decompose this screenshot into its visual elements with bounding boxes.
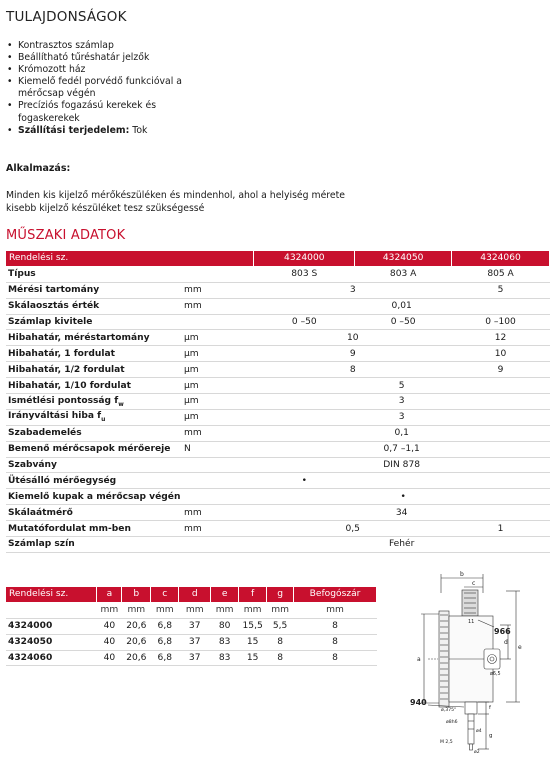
spec-row-label-text: Ismétlési pontosság f: [8, 395, 119, 406]
spec-row-value: [254, 489, 355, 505]
dim-m25-label: M 2,5: [440, 740, 453, 745]
spec-row-value: 0,01: [254, 298, 550, 314]
spec-row-unit: mm: [184, 425, 254, 441]
spec-row-label-sub: w: [118, 400, 124, 408]
spec-row-value: 0,1: [254, 425, 550, 441]
spec-row-value: 0 –50: [355, 314, 452, 330]
spec-row-label: [6, 378, 184, 394]
spec-row-value: 3: [254, 282, 452, 298]
feature-item-bold: Szállítási terjedelem:: [18, 124, 130, 136]
spec-row-label: [6, 362, 184, 378]
application-text: Minden kis kijelző mérőkészüléken és mindenhol, ahol a helyiség mérete kisebb kijelző készüléket tesz szükségessé: [6, 190, 345, 214]
spec-row: [6, 346, 550, 362]
dims-row-value: 6,8: [151, 618, 179, 634]
spec-row-unit: µm: [184, 378, 254, 394]
spec-row-unit: N: [184, 441, 254, 457]
spec-row-label-text: Kiemelő kupak a mérőcsap végén: [8, 491, 181, 502]
spec-row-value: 34: [254, 505, 550, 521]
spec-row-label-text: Irányváltási hiba f: [8, 411, 102, 422]
dims-header-cell: c: [151, 587, 179, 602]
spec-row-unit: mm: [184, 521, 254, 537]
spec-row-value: •: [254, 473, 355, 489]
dims-unit-cell: mm: [97, 602, 122, 618]
spec-header-code: 4324050: [355, 251, 452, 266]
spec-row: [6, 473, 550, 489]
spec-row-value: 9: [452, 362, 550, 378]
spec-row: [6, 521, 550, 537]
spec-row-value: 0 –100: [452, 314, 550, 330]
spec-row: [6, 441, 550, 457]
spec-row-unit: [184, 537, 254, 553]
spec-row-value: 3: [254, 409, 550, 425]
spec-header-code: 4324000: [254, 251, 355, 266]
dim-phi375-label: ø,375": [441, 708, 457, 713]
spec-row-label: [6, 330, 184, 346]
dims-row-value: 20,6: [122, 618, 151, 634]
application-title: Alkalmazás:: [6, 163, 71, 174]
spec-row-label: [6, 314, 184, 330]
dims-row: [6, 634, 377, 650]
dim-phi4-label: ø4: [476, 729, 482, 734]
dims-row-code: 4324000: [6, 618, 97, 634]
spec-row: [6, 457, 550, 473]
dim-phi8h6-label: ø8h6: [446, 720, 458, 725]
spec-row-unit: µm: [184, 394, 254, 410]
dims-row-value: 15: [239, 650, 267, 666]
spec-row-label-text: Hibahatár, 1/10 fordulat: [8, 380, 131, 391]
spec-row-label-text: Szabademelés: [8, 428, 82, 439]
spec-row-label: [6, 441, 184, 457]
dim-11-label: 11: [468, 619, 475, 625]
dims-header-cell: d: [179, 587, 211, 602]
dims-row-value: 37: [179, 618, 211, 634]
spec-row-value: 5: [254, 378, 550, 394]
spec-row-value: [452, 489, 550, 505]
dim-e-label: e: [518, 644, 522, 651]
dims-unit-cell: mm: [151, 602, 179, 618]
spec-row-value: 9: [254, 346, 452, 362]
dims-row-value: 8: [294, 634, 377, 650]
spec-row: [6, 282, 550, 298]
spec-row-label: [6, 457, 184, 473]
spec-row-value: 805 A: [452, 266, 550, 282]
dims-header-cell: e: [211, 587, 239, 602]
spec-row: [6, 378, 550, 394]
feature-item-text: Kontrasztos számlap: [18, 40, 114, 51]
spec-row: [6, 505, 550, 521]
dims-row-value: 15,5: [239, 618, 267, 634]
dim-c-label: c: [472, 580, 476, 587]
spec-row: [6, 314, 550, 330]
dims-row-value: 5,5: [267, 618, 294, 634]
feature-item-text: Kiemelő fedél porvédő funkcióval a mérőcsap végén: [18, 76, 182, 100]
dims-row-value: 40: [97, 618, 122, 634]
dim-940-label: 940: [410, 698, 427, 707]
spec-title: MŰSZAKI ADATOK: [6, 228, 126, 243]
spec-row-label: [6, 409, 184, 425]
feature-item: [6, 76, 206, 100]
feature-item: [6, 125, 206, 137]
spec-row-label: [6, 425, 184, 441]
spec-row-label-text: Bemenő mérőcsapok mérőereje: [8, 444, 171, 455]
dims-row: [6, 618, 377, 634]
dims-row-value: 8: [294, 618, 377, 634]
dim-d-label: d: [504, 639, 508, 646]
dims-units-row: [6, 602, 377, 618]
feature-item-text: Tok: [129, 124, 148, 136]
dims-row-value: 8: [294, 650, 377, 666]
dims-unit-cell: mm: [179, 602, 211, 618]
spec-row-value: 803 S: [254, 266, 355, 282]
dims-header-cell: a: [97, 587, 122, 602]
dims-header-cell: Rendelési sz.: [6, 587, 97, 602]
spec-row-unit: mm: [184, 298, 254, 314]
dims-row-code: 4324060: [6, 650, 97, 666]
dims-unit-cell: mm: [294, 602, 377, 618]
spec-row-value: 1: [452, 521, 550, 537]
spec-row-label: [6, 521, 184, 537]
spec-row-value: 5: [452, 282, 550, 298]
feature-item: [6, 100, 206, 124]
spec-row-label-text: Számlap kivitele: [8, 317, 93, 327]
dims-row-value: 80: [211, 618, 239, 634]
dims-row-value: 6,8: [151, 650, 179, 666]
spec-row-label-text: Számlap szín: [8, 539, 75, 550]
spec-row-value: 12: [452, 330, 550, 346]
dims-row-value: 40: [97, 650, 122, 666]
spec-row-value: Fehér: [254, 537, 550, 553]
dim-phi65-label: ø6,5: [490, 672, 501, 677]
dims-unit-cell: [6, 602, 97, 618]
spec-row-unit: µm: [184, 330, 254, 346]
spec-row: [6, 409, 550, 425]
spec-row-label: [6, 505, 184, 521]
spec-row-label: [6, 394, 184, 410]
spec-row-label: [6, 346, 184, 362]
spec-row-label-text: Hibahatár, 1 fordulat: [8, 348, 116, 359]
spec-row-unit: mm: [184, 282, 254, 298]
spec-row: [6, 537, 550, 553]
dim-f-label: f: [489, 705, 491, 711]
dims-unit-cell: mm: [267, 602, 294, 618]
dim-a-label: a: [417, 656, 421, 663]
dims-row: [6, 650, 377, 666]
spec-row-label-text: Ütésálló mérőegység: [8, 475, 117, 486]
spec-row-unit: [184, 489, 254, 505]
dims-row-value: 37: [179, 650, 211, 666]
spec-row-value: 0,7 –1,1: [254, 441, 550, 457]
dims-row-value: 6,8: [151, 634, 179, 650]
spec-row-value: 10: [254, 330, 452, 346]
dims-row-value: 20,6: [122, 650, 151, 666]
dims-row-value: 40: [97, 634, 122, 650]
spec-row-label-text: Hibahatár, 1/2 fordulat: [8, 364, 125, 375]
spec-row: [6, 489, 550, 505]
feature-item-text: Beállítható tűréshatár jelzők: [18, 52, 150, 64]
spec-row-unit: mm: [184, 505, 254, 521]
dims-header-row: [6, 587, 377, 602]
spec-row: [6, 266, 550, 282]
spec-row-value: 8: [254, 362, 452, 378]
dims-header-cell: g: [267, 587, 294, 602]
dim-b-label: b: [460, 571, 464, 578]
spec-row-label-text: Szabvány: [8, 460, 57, 471]
spec-row-label-text: Skálaátmérő: [8, 507, 73, 518]
spec-row-value: 803 A: [355, 266, 452, 282]
feature-item: [6, 64, 206, 76]
spec-row: [6, 298, 550, 314]
dims-unit-cell: mm: [122, 602, 151, 618]
spec-row-label-text: Skálaosztás érték: [8, 301, 100, 312]
dim-966-label: 966: [494, 627, 511, 636]
dims-row-value: 8: [267, 634, 294, 650]
spec-row: [6, 394, 550, 410]
spec-row-value: 3: [254, 394, 550, 410]
dims-unit-cell: mm: [211, 602, 239, 618]
spec-row-label-text: Mutatófordulat mm-ben: [8, 523, 131, 534]
dim-phi2-label: ø2: [474, 750, 480, 755]
spec-header-row: [6, 251, 550, 266]
spec-row-unit: µm: [184, 409, 254, 425]
spec-row-label-text: Hibahatár, méréstartomány: [8, 332, 150, 343]
dims-row-value: 20,6: [122, 634, 151, 650]
dims-row-code: 4324050: [6, 634, 97, 650]
spec-row-value: [452, 473, 550, 489]
spec-row: [6, 330, 550, 346]
dims-header-cell: f: [239, 587, 267, 602]
spec-row-label: [6, 489, 184, 505]
spec-row-value: DIN 878: [254, 457, 550, 473]
spec-row-value: [355, 473, 452, 489]
spec-row: [6, 362, 550, 378]
spec-row-label: [6, 537, 184, 553]
spec-row-label: [6, 266, 184, 282]
spec-row-label-sub: u: [101, 416, 106, 424]
spec-row-unit: [184, 457, 254, 473]
spec-row-label-text: Mérési tartomány: [8, 285, 100, 296]
spec-row-label: [6, 473, 184, 489]
dim-g-label: g: [489, 733, 493, 739]
spec-row-value: •: [355, 489, 452, 505]
spec-row: [6, 425, 550, 441]
spec-row-unit: [184, 266, 254, 282]
spec-row-value: 10: [452, 346, 550, 362]
spec-row-unit: µm: [184, 362, 254, 378]
feature-item-text: Precíziós fogazású kerekek és fogaskerekek: [18, 100, 157, 124]
feature-item: [6, 40, 206, 52]
dims-row-value: 83: [211, 650, 239, 666]
spec-row-label: [6, 298, 184, 314]
spec-row-unit: [184, 473, 254, 489]
dims-row-value: 8: [267, 650, 294, 666]
spec-header-label: Rendelési sz.: [6, 251, 254, 266]
spec-row-label: [6, 282, 184, 298]
spec-row-unit: [184, 314, 254, 330]
dims-row-value: 37: [179, 634, 211, 650]
spec-row-value: 0,5: [254, 521, 452, 537]
dims-header-cell: b: [122, 587, 151, 602]
spec-header-code: 4324060: [452, 251, 550, 266]
dims-row-value: 83: [211, 634, 239, 650]
spec-table: [6, 251, 550, 553]
dimensions-table: [6, 587, 377, 666]
dims-unit-cell: mm: [239, 602, 267, 618]
dims-row-value: 15: [239, 634, 267, 650]
feature-item: [6, 52, 206, 64]
dims-header-cell: Befogószár: [294, 587, 377, 602]
features-title: TULAJDONSÁGOK: [6, 9, 127, 25]
spec-row-value: 0 –50: [254, 314, 355, 330]
features-list: [6, 40, 206, 137]
technical-drawing: [408, 571, 553, 757]
spec-row-label-text: Típus: [8, 269, 36, 280]
feature-item-text: Krómozott ház: [18, 64, 86, 76]
spec-row-unit: µm: [184, 346, 254, 362]
